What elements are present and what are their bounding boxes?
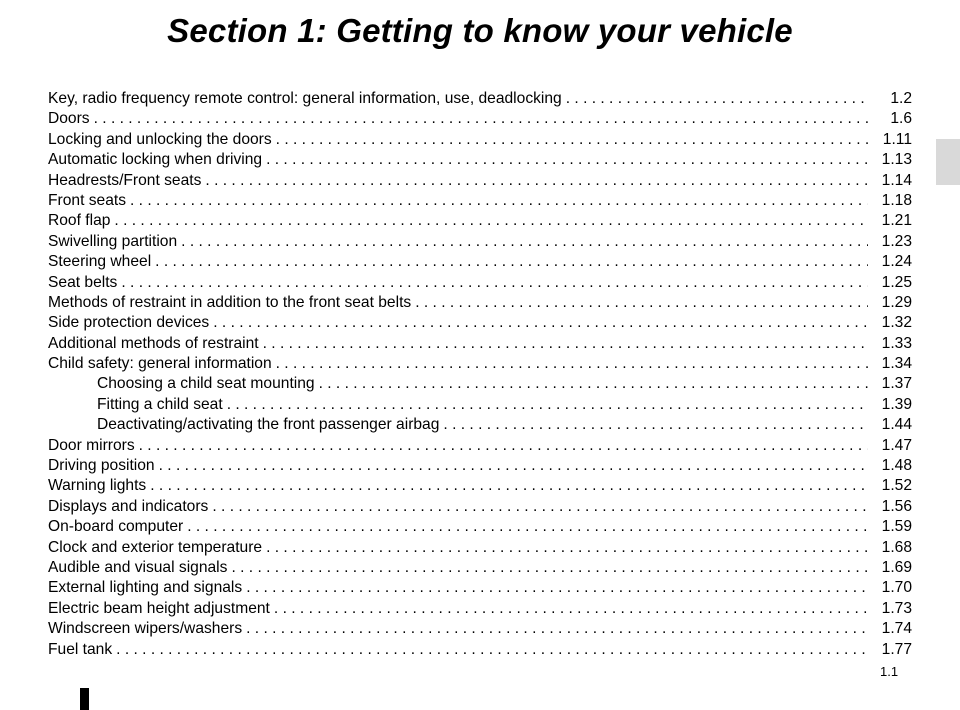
toc-entry-page: 1.18: [881, 191, 912, 209]
toc-entry-label: Swivelling partition: [48, 232, 178, 250]
toc-entry-page: 1.6: [890, 110, 912, 128]
toc-entry-label: Front seats: [48, 191, 126, 209]
toc-entry-page: 1.73: [881, 599, 912, 617]
toc-entry-label: Electric beam height adjustment: [48, 599, 270, 617]
dot-leader: [566, 90, 868, 108]
dot-leader: [319, 375, 868, 393]
dot-leader: [181, 233, 868, 251]
toc-entry-page: 1.14: [881, 171, 912, 189]
toc-entry-page: 1.47: [881, 436, 912, 454]
toc-entry-page: 1.56: [881, 497, 912, 515]
toc-entry[interactable]: [48, 274, 912, 294]
toc-entry-page: 1.21: [881, 212, 912, 230]
toc-entry-label: Windscreen wipers/washers: [48, 620, 243, 638]
dot-leader: [121, 274, 868, 292]
toc-entry[interactable]: [48, 355, 912, 375]
toc-entry-label: Additional methods of restraint: [48, 334, 259, 352]
toc-entry-label: Warning lights: [48, 477, 147, 495]
toc-entry-page: 1.39: [881, 395, 912, 413]
toc-entry-label: Seat belts: [48, 273, 118, 291]
dot-leader: [187, 518, 868, 536]
toc-entry-page: 1.37: [881, 375, 912, 393]
toc-entry-label: Key, radio frequency remote control: general information, use, deadlocking: [48, 90, 562, 107]
toc-entry[interactable]: [48, 579, 912, 599]
dot-leader: [150, 477, 868, 495]
toc-entry-page: 1.24: [881, 253, 912, 271]
dot-leader: [205, 172, 868, 190]
toc-entry[interactable]: [48, 335, 912, 355]
dot-leader: [139, 437, 868, 455]
toc-entry-label: Deactivating/activating the front passenger airbag: [97, 416, 440, 434]
toc-entry-page: 1.48: [881, 457, 912, 475]
toc-entry[interactable]: [48, 498, 912, 518]
toc-entry-label: Automatic locking when driving: [48, 151, 263, 169]
table-of-contents: [48, 90, 912, 661]
toc-entry-page: 1.70: [881, 579, 912, 597]
toc-entry-page: 1.25: [881, 273, 912, 291]
toc-entry[interactable]: [48, 600, 912, 620]
dot-leader: [246, 620, 868, 638]
dot-leader: [231, 559, 868, 577]
dot-leader: [276, 355, 868, 373]
toc-entry[interactable]: [48, 559, 912, 579]
toc-entry[interactable]: [48, 131, 912, 151]
toc-entry-page: 1.68: [881, 538, 912, 556]
toc-entry[interactable]: [48, 90, 912, 110]
dot-leader: [94, 110, 868, 128]
toc-entry[interactable]: [48, 151, 912, 171]
toc-entry[interactable]: [48, 294, 912, 314]
toc-entry[interactable]: [48, 253, 912, 273]
toc-entry-page: 1.13: [881, 151, 912, 169]
toc-entry-page: 1.77: [881, 640, 912, 658]
toc-entry-page: 1.23: [881, 232, 912, 250]
toc-entry[interactable]: [48, 539, 912, 559]
toc-entry[interactable]: [48, 416, 912, 436]
page-number: 1.1: [880, 664, 899, 679]
toc-entry-page: 1.32: [881, 314, 912, 332]
toc-entry[interactable]: [48, 233, 912, 253]
toc-entry-label: Doors: [48, 110, 90, 128]
toc-entry-label: Steering wheel: [48, 253, 152, 271]
toc-entry-label: Audible and visual signals: [48, 558, 228, 576]
toc-entry[interactable]: [48, 457, 912, 477]
toc-entry-label: Roof flap: [48, 212, 111, 230]
dot-leader: [213, 314, 868, 332]
dot-leader: [155, 253, 868, 271]
dot-leader: [114, 212, 868, 230]
toc-entry-page: 1.34: [881, 355, 912, 373]
dot-leader: [227, 396, 868, 414]
dot-leader: [159, 457, 868, 475]
dot-leader: [415, 294, 868, 312]
toc-entry[interactable]: [48, 518, 912, 538]
dot-leader: [116, 641, 868, 659]
toc-entry-page: 1.74: [881, 620, 912, 638]
toc-entry[interactable]: [48, 437, 912, 457]
toc-entry-label: Fitting a child seat: [97, 395, 223, 413]
toc-entry[interactable]: [48, 396, 912, 416]
toc-entry-label: External lighting and signals: [48, 579, 243, 597]
toc-entry-label: Side protection devices: [48, 314, 210, 332]
dot-leader: [443, 416, 868, 434]
toc-entry[interactable]: [48, 192, 912, 212]
page-corner-mark: [80, 688, 89, 710]
toc-entry-page: 1.29: [881, 293, 912, 311]
toc-entry-label: Clock and exterior temperature: [48, 538, 263, 556]
dot-leader: [130, 192, 868, 210]
dot-leader: [263, 335, 868, 353]
toc-entry[interactable]: [48, 641, 912, 661]
toc-entry[interactable]: [48, 172, 912, 192]
toc-entry[interactable]: [48, 212, 912, 232]
toc-entry-label: Door mirrors: [48, 436, 135, 454]
page-title: Section 1: Getting to know your vehicle: [167, 12, 793, 49]
toc-entry-label: Driving position: [48, 457, 155, 475]
dot-leader: [212, 498, 868, 516]
toc-entry-label: Child safety: general information: [48, 355, 272, 373]
toc-entry-label: On-board computer: [48, 518, 184, 536]
toc-entry-label: Headrests/Front seats: [48, 171, 202, 189]
section-tab: [936, 139, 960, 185]
toc-entry-page: 1.59: [881, 518, 912, 536]
toc-entry-page: 1.2: [890, 90, 912, 107]
toc-entry-label: Fuel tank: [48, 640, 113, 658]
toc-entry[interactable]: [48, 110, 912, 130]
toc-entry-label: Choosing a child seat mounting: [97, 375, 315, 393]
toc-entry[interactable]: [48, 620, 912, 640]
toc-entry[interactable]: [48, 375, 912, 395]
dot-leader: [266, 539, 868, 557]
toc-entry-label: Displays and indicators: [48, 497, 209, 515]
toc-entry-page: 1.11: [882, 130, 912, 148]
toc-entry-page: 1.33: [881, 334, 912, 352]
dot-leader: [276, 131, 868, 149]
toc-entry-label: Methods of restraint in addition to the front seat belts: [48, 293, 412, 311]
toc-entry[interactable]: [48, 314, 912, 334]
toc-entry-label: Locking and unlocking the doors: [48, 130, 272, 148]
toc-entry-page: 1.44: [881, 416, 912, 434]
toc-entry-page: 1.52: [881, 477, 912, 495]
toc-entry[interactable]: [48, 477, 912, 497]
dot-leader: [266, 151, 868, 169]
toc-entry-page: 1.69: [881, 558, 912, 576]
dot-leader: [246, 579, 868, 597]
dot-leader: [274, 600, 868, 618]
